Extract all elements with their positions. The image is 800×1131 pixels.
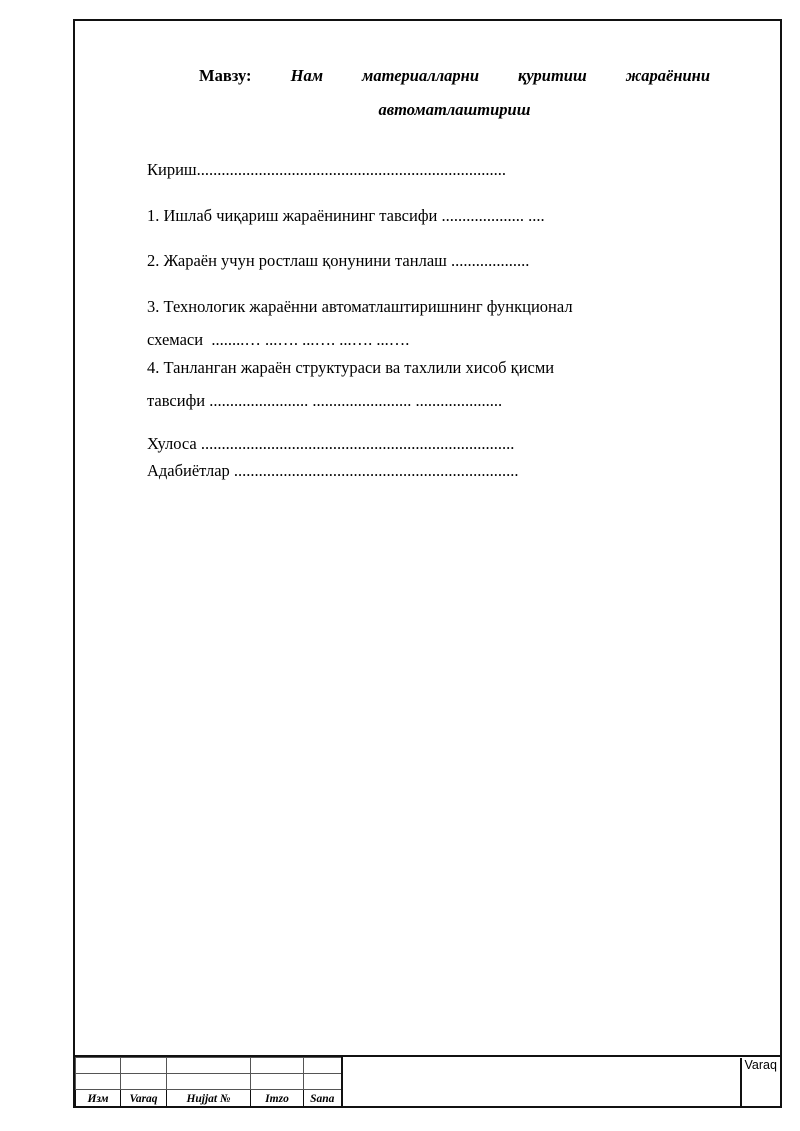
title-block-row-1 [76, 1058, 785, 1074]
cell-document-name[interactable] [342, 1058, 741, 1108]
cell-hujjat-r1[interactable] [167, 1058, 251, 1074]
toc-entry-intro: Кириш........................................................................... [147, 160, 506, 180]
title-block-table [75, 1057, 785, 1108]
cell-imzo-r2[interactable] [251, 1074, 304, 1090]
title-label: Мавзу: [199, 66, 252, 85]
column-header-varaq: Varaq [121, 1090, 167, 1108]
cell-imzo-r1[interactable] [251, 1058, 304, 1074]
cell-sana-r2[interactable] [304, 1074, 342, 1090]
toc-entry-1: 1. Ишлаб чиқариш жараёнининг тавсифи .................... .... [147, 205, 545, 225]
column-header-hujjat-no: Hujjat № [167, 1090, 251, 1108]
cell-izm-r1[interactable] [76, 1058, 121, 1074]
cell-sana-r1[interactable] [304, 1058, 342, 1074]
title-main-line1: Нам материалларни қуритиш жараёнини [290, 66, 710, 85]
toc-entry-3: 3. Технологик жараённи автоматлаштиришнинг функционал [147, 296, 573, 316]
column-header-imzo: Imzo [251, 1090, 304, 1108]
table-of-contents [147, 162, 722, 480]
title-block [73, 1055, 782, 1108]
column-header-izm: Изм [76, 1090, 121, 1108]
toc-entry-4: 4. Танланган жараён структураси ва тахлили хисоб қисми [147, 357, 555, 377]
toc-entry-3-cont: схемаси ........… ...…. ...…. ...…. ...…. [147, 330, 410, 350]
page-title [147, 60, 722, 126]
cell-hujjat-r2[interactable] [167, 1074, 251, 1090]
title-main-line2: автоматлаштириш [378, 100, 531, 120]
cell-varaq-r1[interactable] [121, 1058, 167, 1074]
toc-entry-4-cont: тавсифи ........................ ........................ ..................... [147, 391, 503, 411]
cell-izm-r2[interactable] [76, 1074, 121, 1090]
toc-entry-references: Адабиётлар ..................................................................... [147, 461, 519, 481]
document-body [147, 60, 722, 480]
cell-sheet-number: Varaq [741, 1058, 785, 1108]
toc-entry-conclusion: Хулоса ............................................................................ [147, 433, 515, 453]
column-header-sana: Sana [304, 1090, 342, 1108]
toc-entry-2: 2. Жараён учун ростлаш қонунини танлаш ................... [147, 251, 530, 271]
cell-varaq-r2[interactable] [121, 1074, 167, 1090]
